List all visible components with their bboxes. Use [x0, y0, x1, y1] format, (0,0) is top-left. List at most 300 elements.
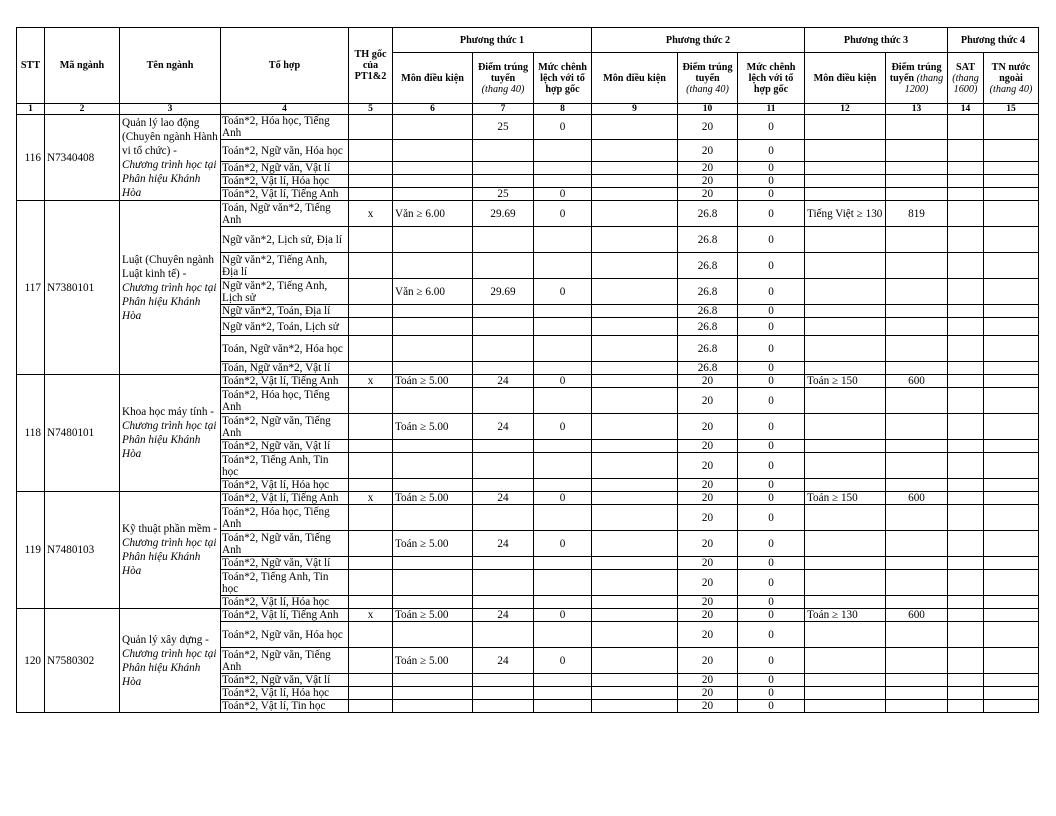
ten-nganh-label: Khoa học máy tính -	[122, 406, 214, 418]
pt4-tn-cell	[984, 253, 1039, 279]
pt4-tn-cell	[984, 700, 1039, 713]
pt1-diem-cell: 24	[473, 648, 534, 674]
pt1-mon-dieu-kien-cell	[393, 336, 473, 362]
ten-nganh-campus-note: Chương trình học tại Phân hiệu Khánh Hòa	[122, 420, 217, 460]
pt4-tn-cell	[984, 336, 1039, 362]
pt1-chenh-lech-cell	[534, 687, 592, 700]
stt-cell: 117	[17, 201, 45, 375]
to-hop-cell: Toán*2, Ngữ văn, Vật lí	[221, 440, 349, 453]
pt2-diem-cell: 26.8	[678, 227, 738, 253]
pt1-chenh-lech-cell	[534, 479, 592, 492]
pt4-sat-cell	[948, 201, 984, 227]
pt3-mon-dieu-kien-cell	[805, 440, 886, 453]
th-goc-cell	[349, 453, 393, 479]
pt3-diem-cell	[886, 115, 948, 140]
to-hop-cell: Ngữ văn*2, Tiếng Anh, Lịch sử	[221, 279, 349, 305]
pt1-mon-dieu-kien-cell	[393, 388, 473, 414]
to-hop-cell: Toán*2, Ngữ văn, Tiếng Anh	[221, 648, 349, 674]
pt2-chenh-lech-cell: 0	[738, 648, 805, 674]
pt1-diem-cell	[473, 440, 534, 453]
ten-nganh-label: Quản lý xây dựng -	[122, 633, 209, 646]
ten-nganh-cell	[120, 115, 221, 201]
col-number: 13	[886, 104, 948, 115]
pt1-chenh-lech-cell: 0	[534, 609, 592, 622]
pt4-tn-cell	[984, 479, 1039, 492]
pt1-diem-cell	[473, 596, 534, 609]
pt1-mon-dieu-kien-cell: Toán ≥ 5.00	[393, 375, 473, 388]
pt1-diem-cell	[473, 557, 534, 570]
pt4-tn-cell	[984, 687, 1039, 700]
pt1-chenh-lech-cell: 0	[534, 648, 592, 674]
pt2-diem-cell: 20	[678, 648, 738, 674]
pt1-mon-dieu-kien-cell: Toán ≥ 5.00	[393, 492, 473, 505]
pt4-tn-cell	[984, 362, 1039, 375]
pt2-mon-dieu-kien-cell	[592, 492, 678, 505]
table-row	[17, 375, 1039, 388]
th-goc-cell	[349, 318, 393, 336]
pt3-mon-dieu-kien-cell	[805, 557, 886, 570]
pt1-chenh-lech-cell	[534, 253, 592, 279]
pt4-sat-cell	[948, 557, 984, 570]
th-goc-cell	[349, 162, 393, 175]
pt2-chenh-lech-cell: 0	[738, 362, 805, 375]
pt3-mon-dieu-kien-cell	[805, 596, 886, 609]
pt3-mon-dieu-kien-cell	[805, 318, 886, 336]
to-hop-cell: Toán*2, Vật lí, Hóa học	[221, 687, 349, 700]
pt4-sat-cell	[948, 596, 984, 609]
pt2-chenh-lech-cell: 0	[738, 505, 805, 531]
pt2-chenh-lech-cell: 0	[738, 609, 805, 622]
pt3-diem-cell: 600	[886, 375, 948, 388]
pt4-tn-cell	[984, 453, 1039, 479]
pt1-mon-dieu-kien-cell	[393, 140, 473, 162]
th-goc-cell	[349, 674, 393, 687]
pt2-diem-cell: 20	[678, 492, 738, 505]
pt3-diem-cell	[886, 175, 948, 188]
ten-nganh-cell	[120, 375, 221, 492]
pt1-mon-dieu-kien-cell	[393, 505, 473, 531]
pt2-diem-cell: 20	[678, 557, 738, 570]
th-goc-cell	[349, 253, 393, 279]
pt3-diem-cell	[886, 570, 948, 596]
pt2-mon-dieu-kien-cell	[592, 253, 678, 279]
pt1-chenh-lech-cell: 0	[534, 531, 592, 557]
pt2-mon-dieu-kien-cell	[592, 362, 678, 375]
pt3-mon-dieu-kien-cell	[805, 479, 886, 492]
pt4-sat-cell	[948, 279, 984, 305]
pt2-diem-cell: 20	[678, 596, 738, 609]
pt1-chenh-lech-cell	[534, 557, 592, 570]
to-hop-cell: Toán*2, Ngữ văn, Tiếng Anh	[221, 414, 349, 440]
pt2-chenh-lech-cell: 0	[738, 253, 805, 279]
pt2-mon-dieu-kien-cell	[592, 115, 678, 140]
stt-cell: 120	[17, 609, 45, 713]
pt3-diem-cell: 600	[886, 609, 948, 622]
pt3-diem-cell	[886, 305, 948, 318]
pt2-diem-cell: 26.8	[678, 279, 738, 305]
pt1-diem-cell	[473, 253, 534, 279]
pt3-mon-dieu-kien-cell	[805, 531, 886, 557]
pt4-sat-cell	[948, 227, 984, 253]
pt3-mon-dieu-kien-cell	[805, 188, 886, 201]
pt2-mon-dieu-kien-cell	[592, 609, 678, 622]
pt2-mon-dieu-kien-cell	[592, 140, 678, 162]
pt1-diem-cell: 24	[473, 492, 534, 505]
pt3-diem-cell	[886, 596, 948, 609]
th-goc-cell	[349, 388, 393, 414]
pt1-chenh-lech-cell	[534, 175, 592, 188]
pt4-sat-cell	[948, 609, 984, 622]
to-hop-cell: Toán, Ngữ văn*2, Tiếng Anh	[221, 201, 349, 227]
pt4-tn-cell	[984, 596, 1039, 609]
th-goc-cell	[349, 305, 393, 318]
pt3-diem-cell	[886, 162, 948, 175]
header-stt: STT	[17, 28, 45, 104]
pt2-diem-cell: 26.8	[678, 201, 738, 227]
pt4-sat-cell	[948, 362, 984, 375]
pt2-chenh-lech-cell: 0	[738, 279, 805, 305]
col-number: 12	[805, 104, 886, 115]
ten-nganh-campus-note: Chương trình học tại Phân hiệu Khánh Hòa	[122, 537, 217, 577]
pt3-diem-cell	[886, 505, 948, 531]
header-pt2-mon-dieu-kien: Môn điều kiện	[592, 53, 678, 104]
to-hop-cell: Toán*2, Vật lí, Tiếng Anh	[221, 375, 349, 388]
pt1-chenh-lech-cell	[534, 440, 592, 453]
pt3-mon-dieu-kien-cell	[805, 253, 886, 279]
pt2-mon-dieu-kien-cell	[592, 175, 678, 188]
pt1-mon-dieu-kien-cell	[393, 596, 473, 609]
pt2-mon-dieu-kien-cell	[592, 570, 678, 596]
pt1-diem-cell	[473, 388, 534, 414]
pt4-sat-cell	[948, 140, 984, 162]
pt2-diem-cell: 20	[678, 622, 738, 648]
ma-nganh-cell: N7580302	[45, 609, 120, 713]
pt2-diem-cell: 20	[678, 388, 738, 414]
pt3-mon-dieu-kien-cell	[805, 362, 886, 375]
pt1-mon-dieu-kien-cell: Văn ≥ 6.00	[393, 201, 473, 227]
pt2-mon-dieu-kien-cell	[592, 479, 678, 492]
pt1-mon-dieu-kien-cell	[393, 188, 473, 201]
th-goc-cell: x	[349, 201, 393, 227]
header-ten-nganh: Tên ngành	[120, 28, 221, 104]
pt3-mon-dieu-kien-cell	[805, 505, 886, 531]
pt3-mon-dieu-kien-cell	[805, 175, 886, 188]
pt2-diem-cell: 20	[678, 140, 738, 162]
pt4-tn-cell	[984, 414, 1039, 440]
pt2-diem-cell: 26.8	[678, 305, 738, 318]
pt2-chenh-lech-cell: 0	[738, 492, 805, 505]
pt3-diem-cell	[886, 188, 948, 201]
pt2-mon-dieu-kien-cell	[592, 687, 678, 700]
header-pt4-tn-nuoc-ngoai: TN nước ngoài (thang 40)	[984, 53, 1039, 104]
th-goc-cell	[349, 140, 393, 162]
th-goc-cell	[349, 687, 393, 700]
pt1-chenh-lech-cell	[534, 596, 592, 609]
pt1-mon-dieu-kien-cell	[393, 227, 473, 253]
pt3-mon-dieu-kien-cell	[805, 162, 886, 175]
pt1-diem-cell	[473, 570, 534, 596]
ten-nganh-cell	[120, 492, 221, 609]
pt1-diem-cell: 25	[473, 188, 534, 201]
to-hop-cell: Toán*2, Hóa học, Tiếng Anh	[221, 115, 349, 140]
pt1-chenh-lech-cell	[534, 453, 592, 479]
pt3-diem-cell	[886, 557, 948, 570]
stt-cell: 116	[17, 115, 45, 201]
pt2-diem-cell: 20	[678, 531, 738, 557]
pt2-diem-cell: 20	[678, 375, 738, 388]
pt1-mon-dieu-kien-cell	[393, 162, 473, 175]
pt2-chenh-lech-cell: 0	[738, 388, 805, 414]
pt3-mon-dieu-kien-cell: Toán ≥ 130	[805, 609, 886, 622]
pt1-diem-cell	[473, 700, 534, 713]
pt1-mon-dieu-kien-cell	[393, 687, 473, 700]
to-hop-cell: Toán*2, Vật lí, Hóa học	[221, 175, 349, 188]
pt4-sat-cell	[948, 253, 984, 279]
pt2-chenh-lech-cell: 0	[738, 557, 805, 570]
pt2-mon-dieu-kien-cell	[592, 648, 678, 674]
pt3-diem-cell	[886, 362, 948, 375]
pt3-diem-cell	[886, 336, 948, 362]
th-goc-cell	[349, 531, 393, 557]
th-goc-cell	[349, 188, 393, 201]
col-number: 14	[948, 104, 984, 115]
pt1-chenh-lech-cell	[534, 700, 592, 713]
pt4-sat-cell	[948, 479, 984, 492]
to-hop-cell: Toán*2, Hóa học, Tiếng Anh	[221, 388, 349, 414]
pt4-tn-cell	[984, 305, 1039, 318]
pt1-diem-cell: 24	[473, 414, 534, 440]
to-hop-cell: Toán*2, Ngữ văn, Hóa học	[221, 622, 349, 648]
pt1-mon-dieu-kien-cell	[393, 318, 473, 336]
col-number: 8	[534, 104, 592, 115]
pt1-diem-cell	[473, 687, 534, 700]
pt2-chenh-lech-cell: 0	[738, 375, 805, 388]
pt4-sat-cell	[948, 318, 984, 336]
pt2-chenh-lech-cell: 0	[738, 570, 805, 596]
pt4-sat-cell	[948, 305, 984, 318]
pt3-mon-dieu-kien-cell	[805, 687, 886, 700]
to-hop-cell: Ngữ văn*2, Toán, Địa lí	[221, 305, 349, 318]
pt3-mon-dieu-kien-cell	[805, 227, 886, 253]
col-number: 4	[221, 104, 349, 115]
table-row	[17, 609, 1039, 622]
pt4-tn-cell	[984, 388, 1039, 414]
pt3-diem-cell	[886, 440, 948, 453]
pt2-chenh-lech-cell: 0	[738, 700, 805, 713]
col-number: 2	[45, 104, 120, 115]
pt2-chenh-lech-cell: 0	[738, 531, 805, 557]
header-pt4-sat: SAT (thang 1600)	[948, 53, 984, 104]
pt1-mon-dieu-kien-cell	[393, 674, 473, 687]
pt4-tn-cell	[984, 440, 1039, 453]
pt1-chenh-lech-cell: 0	[534, 115, 592, 140]
pt1-diem-cell	[473, 318, 534, 336]
table-row	[17, 492, 1039, 505]
pt2-diem-cell: 20	[678, 479, 738, 492]
pt4-tn-cell	[984, 648, 1039, 674]
col-number: 1	[17, 104, 45, 115]
pt1-mon-dieu-kien-cell	[393, 453, 473, 479]
pt2-mon-dieu-kien-cell	[592, 305, 678, 318]
pt3-diem-cell	[886, 479, 948, 492]
pt1-chenh-lech-cell	[534, 227, 592, 253]
pt4-tn-cell	[984, 622, 1039, 648]
header-pt2-diem-trung-tuyen: Điểm trúng tuyển (thang 40)	[678, 53, 738, 104]
th-goc-cell	[349, 622, 393, 648]
pt1-diem-cell: 25	[473, 115, 534, 140]
pt1-mon-dieu-kien-cell	[393, 570, 473, 596]
col-number: 6	[393, 104, 473, 115]
pt3-mon-dieu-kien-cell: Tiếng Việt ≥ 130	[805, 201, 886, 227]
table-row	[17, 201, 1039, 227]
pt2-diem-cell: 20	[678, 414, 738, 440]
pt1-diem-cell	[473, 479, 534, 492]
pt1-chenh-lech-cell	[534, 362, 592, 375]
pt1-mon-dieu-kien-cell	[393, 175, 473, 188]
pt4-tn-cell	[984, 201, 1039, 227]
pt2-mon-dieu-kien-cell	[592, 622, 678, 648]
pt4-tn-cell	[984, 140, 1039, 162]
pt2-mon-dieu-kien-cell	[592, 505, 678, 531]
pt2-mon-dieu-kien-cell	[592, 440, 678, 453]
stt-cell: 119	[17, 492, 45, 609]
to-hop-cell: Toán*2, Vật lí, Hóa học	[221, 596, 349, 609]
pt2-chenh-lech-cell: 0	[738, 674, 805, 687]
pt2-mon-dieu-kien-cell	[592, 596, 678, 609]
th-goc-cell	[349, 227, 393, 253]
pt2-mon-dieu-kien-cell	[592, 700, 678, 713]
th-goc-cell	[349, 115, 393, 140]
table-header	[17, 28, 1039, 115]
pt2-diem-cell: 20	[678, 609, 738, 622]
pt1-diem-cell	[473, 140, 534, 162]
pt1-diem-cell: 24	[473, 609, 534, 622]
th-goc-cell	[349, 557, 393, 570]
pt1-mon-dieu-kien-cell	[393, 305, 473, 318]
pt2-diem-cell: 26.8	[678, 362, 738, 375]
th-goc-cell	[349, 175, 393, 188]
pt4-tn-cell	[984, 531, 1039, 557]
pt2-chenh-lech-cell: 0	[738, 479, 805, 492]
to-hop-cell: Toán*2, Ngữ văn, Hóa học	[221, 140, 349, 162]
pt4-tn-cell	[984, 115, 1039, 140]
header-pt1-mon-dieu-kien: Môn điều kiện	[393, 53, 473, 104]
to-hop-cell: Ngữ văn*2, Lịch sử, Địa lí	[221, 227, 349, 253]
pt2-chenh-lech-cell: 0	[738, 115, 805, 140]
pt3-mon-dieu-kien-cell	[805, 279, 886, 305]
table-body	[17, 115, 1039, 713]
pt4-sat-cell	[948, 188, 984, 201]
th-goc-cell	[349, 279, 393, 305]
pt4-sat-cell	[948, 505, 984, 531]
to-hop-cell: Toán*2, Vật lí, Tiếng Anh	[221, 492, 349, 505]
th-goc-cell	[349, 362, 393, 375]
to-hop-cell: Toán*2, Tiếng Anh, Tin học	[221, 570, 349, 596]
pt2-diem-cell: 20	[678, 440, 738, 453]
to-hop-cell: Ngữ văn*2, Tiếng Anh, Địa lí	[221, 253, 349, 279]
table-row	[17, 115, 1039, 140]
pt1-mon-dieu-kien-cell	[393, 622, 473, 648]
pt2-chenh-lech-cell: 0	[738, 140, 805, 162]
pt1-chenh-lech-cell	[534, 674, 592, 687]
pt2-diem-cell: 26.8	[678, 253, 738, 279]
pt1-chenh-lech-cell	[534, 336, 592, 362]
ten-nganh-campus-note: Chương trình học tại Phân hiệu Khánh Hòa	[122, 281, 217, 322]
pt3-mon-dieu-kien-cell	[805, 305, 886, 318]
pt1-diem-cell: 29.69	[473, 201, 534, 227]
admission-score-table	[16, 27, 1039, 713]
pt4-sat-cell	[948, 492, 984, 505]
pt2-diem-cell: 26.8	[678, 318, 738, 336]
pt3-diem-cell	[886, 622, 948, 648]
pt2-chenh-lech-cell: 0	[738, 305, 805, 318]
pt4-tn-cell	[984, 570, 1039, 596]
pt1-diem-cell	[473, 674, 534, 687]
to-hop-cell: Toán*2, Vật lí, Tiếng Anh	[221, 188, 349, 201]
th-goc-cell	[349, 440, 393, 453]
pt3-diem-cell	[886, 531, 948, 557]
ten-nganh-label: Quản lý lao động (Chuyên ngành Hành vi tổ chức) -	[122, 116, 218, 157]
to-hop-cell: Toán*2, Vật lí, Hóa học	[221, 479, 349, 492]
pt4-sat-cell	[948, 375, 984, 388]
pt4-sat-cell	[948, 388, 984, 414]
pt4-tn-cell	[984, 188, 1039, 201]
pt1-diem-cell: 29.69	[473, 279, 534, 305]
pt4-tn-cell	[984, 674, 1039, 687]
col-number: 9	[592, 104, 678, 115]
ten-nganh-label: Kỹ thuật phần mềm -	[122, 523, 218, 535]
pt3-diem-cell	[886, 648, 948, 674]
pt1-mon-dieu-kien-cell	[393, 557, 473, 570]
pt1-diem-cell	[473, 162, 534, 175]
pt1-diem-cell: 24	[473, 531, 534, 557]
pt2-mon-dieu-kien-cell	[592, 674, 678, 687]
pt3-diem-cell: 600	[886, 492, 948, 505]
th-goc-cell	[349, 648, 393, 674]
ma-nganh-cell: N7480103	[45, 492, 120, 609]
pt1-chenh-lech-cell	[534, 162, 592, 175]
pt2-mon-dieu-kien-cell	[592, 279, 678, 305]
pt3-diem-cell	[886, 388, 948, 414]
header-phuong-thuc-4: Phương thức 4	[948, 28, 1039, 53]
ma-nganh-cell: N7480101	[45, 375, 120, 492]
pt1-chenh-lech-cell: 0	[534, 492, 592, 505]
pt1-mon-dieu-kien-cell	[393, 253, 473, 279]
pt2-chenh-lech-cell: 0	[738, 188, 805, 201]
header-phuong-thuc-1: Phương thức 1	[393, 28, 592, 53]
pt4-sat-cell	[948, 648, 984, 674]
pt2-diem-cell: 20	[678, 687, 738, 700]
pt3-diem-cell	[886, 700, 948, 713]
to-hop-cell: Toán*2, Vật lí, Tiếng Anh	[221, 609, 349, 622]
pt3-diem-cell	[886, 687, 948, 700]
pt3-mon-dieu-kien-cell	[805, 414, 886, 440]
header-phuong-thuc-3: Phương thức 3	[805, 28, 948, 53]
pt1-mon-dieu-kien-cell: Toán ≥ 5.00	[393, 648, 473, 674]
header-ma-nganh: Mã ngành	[45, 28, 120, 104]
pt1-diem-cell	[473, 453, 534, 479]
col-number: 11	[738, 104, 805, 115]
pt1-chenh-lech-cell: 0	[534, 201, 592, 227]
th-goc-cell	[349, 700, 393, 713]
pt2-mon-dieu-kien-cell	[592, 188, 678, 201]
header-pt3-diem-trung-tuyen: Điểm trúng tuyển (thang 1200)	[886, 53, 948, 104]
header-phuong-thuc-2: Phương thức 2	[592, 28, 805, 53]
pt4-sat-cell	[948, 700, 984, 713]
pt4-tn-cell	[984, 279, 1039, 305]
pt2-diem-cell: 20	[678, 115, 738, 140]
pt1-chenh-lech-cell: 0	[534, 188, 592, 201]
